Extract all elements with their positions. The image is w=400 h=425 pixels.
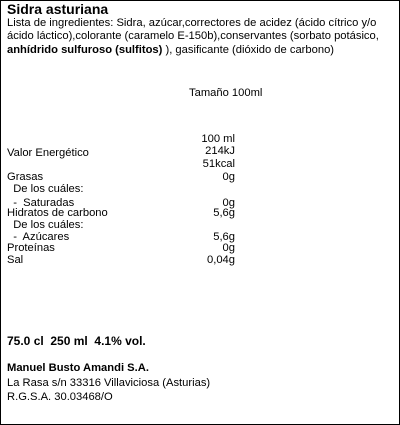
nutrition-row-value: 5,6g: [213, 207, 235, 219]
nutrition-row-label: Valor Energético: [7, 147, 89, 159]
allergen-text: anhídrido sulfuroso (sulfitos): [7, 43, 163, 56]
nutrition-row-label: Proteínas: [7, 242, 55, 254]
nutrition-row-label: Hidratos de carbono: [7, 207, 108, 219]
nutrition-row-value: 51kcal: [202, 158, 235, 170]
product-title: Sidra asturiana: [7, 1, 109, 17]
nutrition-row-label: De los cuáles:: [7, 219, 84, 231]
nutrition-row-value: 0,04g: [207, 254, 235, 266]
ingredients-list: [7, 17, 395, 57]
nutrition-row-label: De los cuáles:: [7, 183, 84, 195]
nutrition-row-value: 5,6g: [213, 231, 235, 243]
nutrition-row-value: 214kJ: [205, 145, 235, 157]
capacity-info: 75.0 cl 250 ml 4.1% vol.: [7, 334, 146, 348]
per-100ml-header: 100 ml: [201, 133, 235, 145]
ingredients-text-end: ), gasificante (dióxido de carbono): [162, 43, 335, 56]
nutrition-row-value: 0g: [222, 242, 235, 254]
nutrition-row-label: - Azúcares: [7, 231, 70, 243]
nutrition-row-label: - Saturadas: [7, 197, 75, 209]
nutrition-row-value: 0g: [222, 197, 235, 209]
registry-number: R.G.S.A. 30.03468/O: [7, 391, 113, 403]
ingredients-text: Lista de ingredientes: Sidra, azúcar,correctores de acidez (ácido cítrico y/o ácido láctico),colorante (caramelo E-150b),conservantes (sorbato potásico,: [7, 17, 379, 43]
producer-name: Manuel Busto Amandi S.A.: [7, 362, 149, 374]
nutrition-row-label: Sal: [7, 254, 24, 266]
serving-size: Tamaño 100ml: [189, 87, 263, 99]
nutrition-row-label: Grasas: [7, 171, 44, 183]
producer-address: La Rasa s/n 33316 Villaviciosa (Asturias): [7, 377, 211, 389]
nutrition-row-value: 0g: [222, 171, 235, 183]
